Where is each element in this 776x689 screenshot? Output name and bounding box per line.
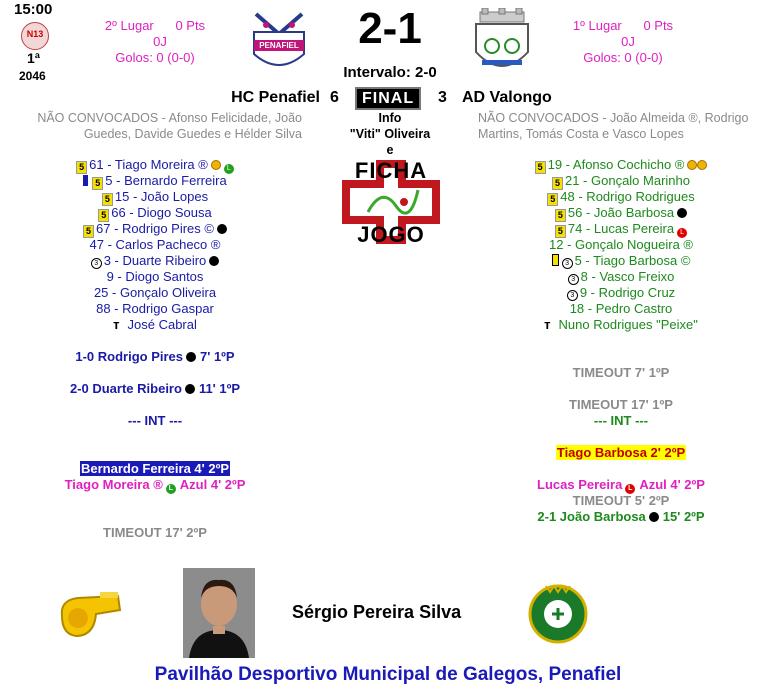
red-card-icon: L: [677, 228, 687, 238]
away-event-timeout: TIMEOUT 17' 1ºP: [569, 397, 673, 412]
goal-ball-icon: [209, 256, 219, 266]
away-team-logo[interactable]: [470, 8, 534, 76]
coach-icon: т: [113, 317, 120, 332]
info-label[interactable]: Info: [378, 111, 402, 125]
five-badge-icon: 5: [102, 193, 113, 206]
coach-icon: т: [544, 317, 551, 332]
league-badge-label: N13: [26, 29, 44, 39]
referee-name[interactable]: Sérgio Pereira Silva: [292, 602, 462, 622]
away-standing-box: [553, 18, 693, 66]
away-player[interactable]: 5 21 - Gonçalo Marinho: [496, 173, 746, 189]
home-player[interactable]: 5 61 - Tiago Moreira ® L: [30, 157, 280, 173]
home-player[interactable]: 5 5 - Bernardo Ferreira: [30, 173, 280, 189]
home-player[interactable]: 9 - Diogo Santos: [106, 269, 204, 284]
five-badge-icon: 5: [92, 177, 103, 190]
away-goals-summary: Golos: 0 (0-0): [583, 50, 663, 65]
home-player[interactable]: 5 66 - Diogo Sousa: [30, 205, 280, 221]
away-event-highlight: Tiago Barbosa 2' 2ºP: [556, 445, 686, 460]
away-event-timeout: TIMEOUT 5' 2ºP: [572, 493, 670, 508]
home-not-called: NÃO CONVOCADOS - Afonso Felicidade, João Guedes, Davide Guedes e Hélder Silva: [37, 111, 302, 141]
home-event-highlight: Bernardo Ferreira 4' 2ºP: [80, 461, 229, 476]
home-points: 0 Pts: [175, 18, 206, 33]
away-not-called: NÃO CONVOCADOS - João Almeida ®, Rodrigo Martins, Tomás Costa e Vasco Lopes: [478, 111, 749, 141]
three-badge-icon: 3: [567, 290, 578, 301]
away-player[interactable]: 3 9 - Rodrigo Cruz: [496, 285, 746, 301]
five-badge-icon: 5: [547, 193, 558, 206]
yellow-card-icon: [211, 160, 221, 170]
home-player[interactable]: 88 - Rodrigo Gaspar: [96, 301, 214, 316]
goal-ball-icon: [649, 512, 659, 522]
green-card-icon: L: [166, 484, 176, 494]
home-event-interval: --- INT ---: [127, 413, 183, 428]
home-goals: 6: [330, 89, 339, 106]
away-player[interactable]: 5 56 - João Barbosa: [496, 205, 746, 221]
three-badge-icon: 3: [562, 258, 573, 269]
three-badge-icon: 3: [568, 274, 579, 285]
home-team-logo[interactable]: [246, 10, 312, 76]
final-label: FINAL: [355, 87, 421, 110]
away-player[interactable]: 3 5 - Tiago Barbosa ©: [496, 253, 746, 269]
green-card-icon: L: [224, 164, 234, 174]
match-time: 15:00: [14, 1, 53, 18]
home-standing-box: [85, 18, 225, 66]
valongo-crest-icon: [470, 8, 534, 76]
away-player[interactable]: 5 19 - Afonso Cochicho ®: [496, 157, 746, 173]
referee-photo[interactable]: [183, 568, 255, 658]
home-logo-text: PENAFIEL: [259, 41, 299, 50]
home-player[interactable]: 5 15 - João Lopes: [30, 189, 280, 205]
five-badge-icon: 5: [535, 161, 546, 174]
home-event-timeout: TIMEOUT 17' 2ºP: [103, 525, 207, 540]
home-event-card: Tiago Moreira ® L Azul 4' 2ºP: [64, 477, 246, 492]
away-event-interval: --- INT ---: [593, 413, 649, 428]
info-line2: "Viti" Oliveira: [349, 127, 431, 141]
goal-ball-icon: [217, 224, 227, 234]
home-event-goal: 1-0 Rodrigo Pires 7' 1ºP: [75, 349, 235, 364]
home-player[interactable]: 25 - Gonçalo Oliveira: [93, 285, 217, 300]
home-games: 0J: [153, 34, 167, 49]
five-badge-icon: 5: [555, 209, 566, 222]
home-team-name[interactable]: HC Penafiel: [231, 89, 320, 106]
goal-ball-icon: [186, 352, 196, 362]
info-block: [330, 110, 450, 158]
five-badge-icon: 5: [76, 161, 87, 174]
federation-logo[interactable]: [528, 582, 588, 644]
home-player[interactable]: 5 67 - Rodrigo Pires ©: [30, 221, 280, 237]
away-player[interactable]: 12 - Gonçalo Nogueira ®: [549, 237, 693, 252]
away-player[interactable]: 18 - Pedro Castro: [569, 301, 673, 316]
away-player[interactable]: 5 48 - Rodrigo Rodrigues: [496, 189, 746, 205]
away-player[interactable]: 5 74 - Lucas Pereira L: [496, 221, 746, 237]
away-event-card: Lucas Pereira L Azul 4' 2ºP: [537, 477, 705, 492]
referee-portrait-icon: [183, 568, 255, 658]
away-event-penalty: [496, 445, 746, 460]
goal-ball-icon: [677, 208, 687, 218]
info-line3: e: [386, 143, 394, 157]
home-coach[interactable]: т José Cabral: [113, 317, 197, 332]
home-player[interactable]: 3 3 - Duarte Ribeiro: [30, 253, 280, 269]
away-goals: 3: [438, 89, 447, 106]
home-event-penalty: [30, 461, 280, 476]
away-games: 0J: [621, 34, 635, 49]
ficha-jogo-logo[interactable]: [338, 156, 444, 248]
away-standing: 1º Lugar: [572, 18, 622, 33]
red-card-icon: L: [625, 484, 635, 494]
five-badge-icon: 5: [552, 177, 563, 190]
three-badge-icon: 3: [91, 258, 102, 269]
away-coach[interactable]: т Nuno Rodrigues "Peixe": [544, 317, 698, 332]
final-status: [355, 87, 421, 110]
away-team-name[interactable]: AD Valongo: [462, 89, 552, 106]
venue-name[interactable]: Pavilhão Desportivo Municipal de Galegos, Penafiel: [154, 664, 622, 685]
five-badge-icon: 5: [83, 225, 94, 238]
blue-card-icon: [83, 175, 88, 186]
home-roster: [30, 157, 280, 333]
five-badge-icon: 5: [555, 225, 566, 238]
interval-score: Intervalo: 2-0: [343, 64, 437, 81]
home-event-goal: 2-0 Duarte Ribeiro 11' 1ºP: [69, 381, 241, 396]
ficha-line1: FICHA: [354, 158, 428, 183]
season-label: 2046: [19, 69, 46, 83]
yellow-card-icon: [552, 254, 559, 266]
away-points: 0 Pts: [643, 18, 674, 33]
association-crest-icon: [528, 582, 588, 644]
away-event-goal: 2-1 João Barbosa 15' 2ºP: [537, 509, 705, 524]
goal-ball-icon: [185, 384, 195, 394]
yellow-card-icon: [697, 160, 707, 170]
home-standing: 2º Lugar: [104, 18, 154, 33]
five-badge-icon: 5: [98, 209, 109, 222]
league-badge[interactable]: [21, 22, 49, 50]
home-goals-summary: Golos: 0 (0-0): [115, 50, 195, 65]
home-player[interactable]: 47 - Carlos Pacheco ®: [89, 237, 221, 252]
yellow-card-icon: [687, 160, 697, 170]
whistle-icon: [56, 586, 126, 644]
round-label: 1ª: [27, 50, 40, 66]
ficha-line2: JOGO: [357, 222, 425, 247]
score: 2-1: [358, 4, 422, 53]
away-roster: [496, 157, 746, 333]
away-event-timeout: TIMEOUT 7' 1ºP: [572, 365, 670, 380]
away-player[interactable]: 3 8 - Vasco Freixo: [496, 269, 746, 285]
